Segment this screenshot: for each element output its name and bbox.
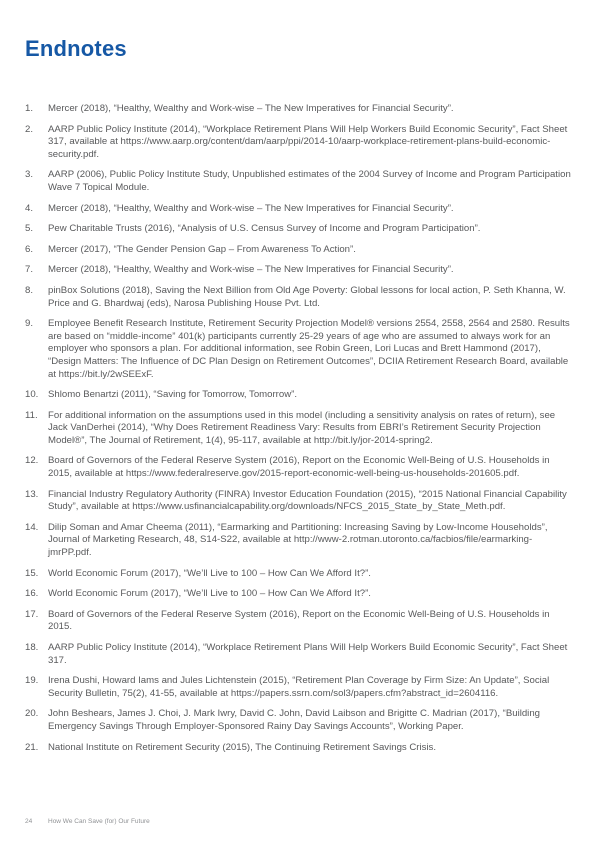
endnote-item	[25, 609, 574, 634]
endnote-text: AARP (2006), Public Policy Institute Study, Unpublished estimates of the 2004 Survey of Income and Program Participation Wave 7 Topical Module.	[48, 169, 571, 193]
endnote-item	[25, 244, 574, 257]
endnote-item	[25, 318, 574, 381]
endnote-number: 5.	[25, 223, 34, 235]
endnote-text: Mercer (2018), “Healthy, Wealthy and Work-wise – The New Imperatives for Financial Security”.	[48, 264, 454, 276]
endnote-item	[25, 522, 574, 560]
endnote-text: Mercer (2018), “Healthy, Wealthy and Work-wise – The New Imperatives for Financial Security”.	[48, 103, 454, 114]
endnote-item	[25, 642, 574, 667]
endnote-number: 16.	[25, 588, 39, 600]
endnote-text: Shlomo Benartzi (2011), “Saving for Tomorrow, Tomorrow”.	[48, 389, 297, 401]
endnote-text: World Economic Forum (2017), “We’ll Live to 100 – How Can We Afford It?”.	[48, 567, 371, 579]
endnote-item	[25, 124, 574, 162]
endnote-text: Board of Governors of the Federal Reserve System (2016), Report on the Economic Well-Being of U.S. Households in 2015.	[48, 608, 550, 633]
endnote-text: Mercer (2018), “Healthy, Wealthy and Work-wise – The New Imperatives for Financial Security”.	[48, 202, 454, 214]
endnote-item	[25, 708, 574, 733]
footer-report-title: How We Can Save (for) Our Future	[48, 818, 150, 825]
endnote-text: Dilip Soman and Amar Cheema (2011), “Earmarking and Partitioning: Increasing Saving by Low-Income Households”, Journal of Marketing Research, 48, S14-S22, available at http://www-2.rotman.utoronto.ca/facbios/file/earmarking-jmrPP.pdf.	[48, 521, 548, 559]
endnote-text: John Beshears, James J. Choi, J. Mark Iwry, David C. John, David Laibson and Brigitte C. Madrian (2017), “Building Emergency Savings Through Employer-Sponsored Rainy Day Savings Accounts”, Working Paper.	[48, 708, 540, 732]
endnote-text: AARP Public Policy Institute (2014), “Workplace Retirement Plans Will Help Workers Build Economic Security”, Fact Sheet 317, available at https://www.aarp.org/content/dam/aarp/ppi/2014-10/aarp-workplace-retirement-plans-build-economic-security.pdf.	[48, 123, 568, 160]
endnote-number: 11.	[25, 409, 38, 421]
endnote-number: 12.	[25, 455, 39, 467]
endnote-number: 10.	[25, 389, 39, 401]
endnote-item	[25, 588, 574, 601]
endnote-number: 17.	[25, 608, 39, 620]
endnote-item	[25, 489, 574, 514]
endnote-text: Irena Dushi, Howard Iams and Jules Lichtenstein (2015), “Retirement Plan Coverage by Firm Size: An Update”, Social Security Bulletin, 75(2), 41-55, available at https://papers.ssrn.com/sol3/papers.cfm?abstract_id=2604116.	[48, 675, 550, 699]
endnote-text: Mercer (2017), “The Gender Pension Gap – From Awareness To Action”.	[48, 243, 356, 255]
endnote-text: Financial Industry Regulatory Authority (FINRA) Investor Education Foundation (2015), “2015 National Financial Capability Study”, available at https://www.usfinancialcapability.org/downloads/NFCS_2015_State_by_State_Meth.pdf.	[48, 488, 567, 513]
endnote-number: 9.	[25, 318, 34, 330]
endnote-number: 4.	[25, 202, 34, 214]
endnote-item	[25, 742, 574, 755]
endnote-item	[25, 410, 574, 448]
endnote-number: 19.	[25, 675, 39, 687]
endnote-number: 8.	[25, 284, 34, 296]
endnote-item	[25, 389, 574, 402]
endnote-number: 14.	[25, 521, 39, 533]
endnote-number: 15.	[25, 567, 39, 579]
endnote-item	[25, 285, 574, 310]
endnote-item	[25, 568, 574, 581]
endnote-text: Board of Governors of the Federal Reserve System (2016), Report on the Economic Well-Being of U.S. Households in 2015, available at https://www.federalreserve.gov/2015-report-economic-well-being-us-households-201605.pdf.	[48, 455, 550, 480]
endnote-number: 1.	[25, 103, 34, 114]
endnote-number: 2.	[25, 123, 34, 135]
endnote-number: 7.	[25, 264, 34, 276]
endnote-number: 13.	[25, 488, 39, 500]
endnote-item	[25, 169, 574, 194]
page-footer	[25, 818, 150, 826]
endnote-text: pinBox Solutions (2018), Saving the Next Billion from Old Age Poverty: Global lessons for local action, P. Seth Khanna, W. Price and G. Bhardwaj (eds), Narosa Publishing House Pvt. Ltd.	[48, 284, 566, 309]
endnote-number: 20.	[25, 708, 39, 720]
endnote-text: For additional information on the assumptions used in this model (including a sensitivity analysis on rates of return), see Jack VanDerhei (2014), “Why Does Retirement Readiness Vary: Results from EBRI’s Retirement Security Projection Model®”, The Journal of Retirement, 1(4), 95-117, available at http://bit.ly/jor-2014-spring2.	[48, 409, 556, 446]
endnote-item	[25, 264, 574, 277]
endnote-text: Employee Benefit Research Institute, Retirement Security Projection Model® versions 2554, 2558, 2564 and 2580. Results are based on “middle-income” 401(k) participants currently 25-29 years of age who are assumed to always work for an employer who sponsors a plan. For additional information, see Robin Green, Lori Lucas and Brett Hammond (2017), “Design Matters: The Influence of DC Plan Design on Retirement Outcomes”, DCIIA Retirement Research Board, available at https://bit.ly/2wSEExF.	[48, 318, 570, 380]
endnote-item	[25, 675, 574, 700]
endnote-number: 6.	[25, 243, 34, 255]
endnotes-list	[25, 103, 574, 762]
endnote-number: 21.	[25, 741, 39, 753]
endnote-text: AARP Public Policy Institute (2014), “Workplace Retirement Plans Will Help Workers Build Economic Security”, Fact Sheet 317.	[48, 642, 568, 666]
page-number: 24	[25, 818, 33, 825]
endnote-number: 3.	[25, 169, 34, 181]
endnote-text: Pew Charitable Trusts (2016), “Analysis of U.S. Census Survey of Income and Program Participation”.	[48, 223, 481, 235]
endnote-item	[25, 455, 574, 480]
endnote-item	[25, 203, 574, 216]
endnote-item	[25, 103, 574, 116]
endnote-text: National Institute on Retirement Security (2015), The Continuing Retirement Savings Crisis.	[48, 741, 437, 753]
page-title: Endnotes	[25, 36, 127, 61]
endnote-number: 18.	[25, 642, 39, 653]
endnote-text: World Economic Forum (2017), “We’ll Live to 100 – How Can We Afford It?”.	[48, 588, 371, 600]
endnote-item	[25, 223, 574, 236]
